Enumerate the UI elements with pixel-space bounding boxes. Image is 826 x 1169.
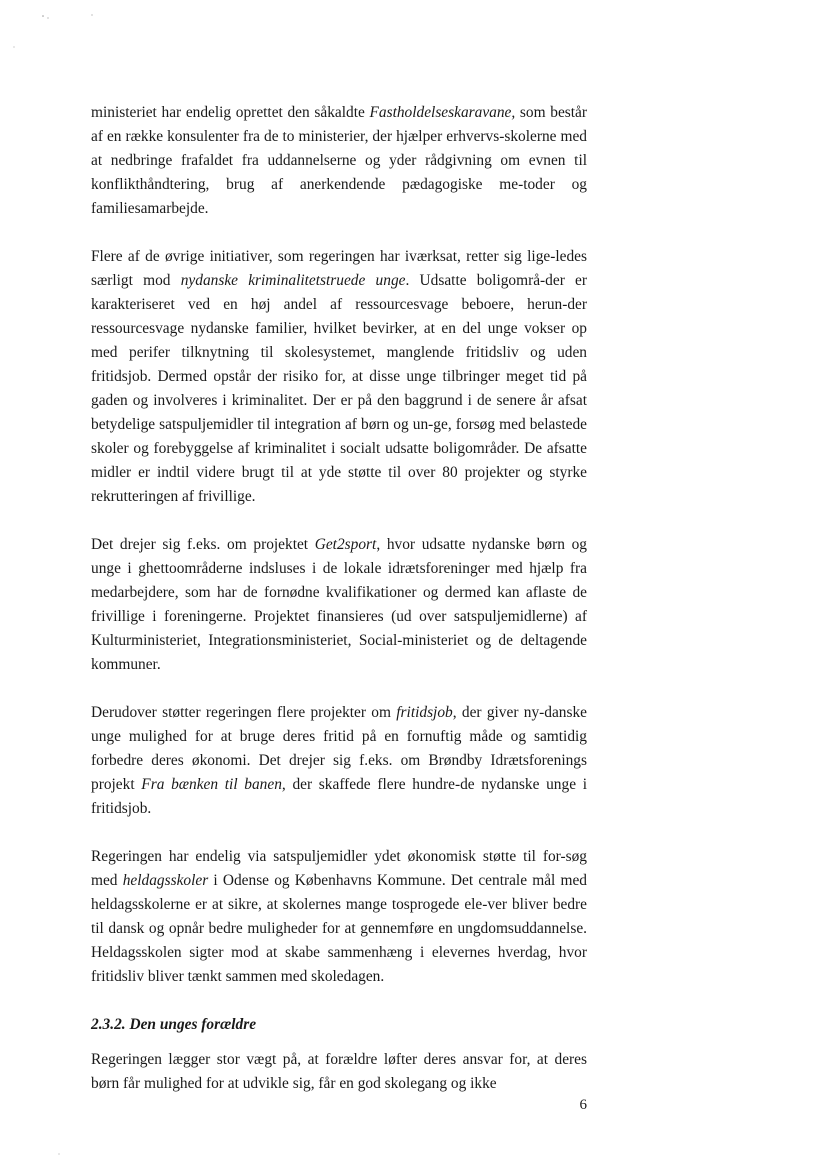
paragraph [91, 533, 587, 677]
text-run: der skaffede flere hundre-de nydanske unge i fritidsjob. [91, 776, 587, 817]
final-paragraph: Regeringen lægger stor vægt på, at forældre løfter deres ansvar for, at deres børn får mulighed for at udvikle sig, får en god skolegang og ikke [91, 1051, 587, 1092]
text-run: Det drejer sig f.eks. om projektet [91, 536, 315, 553]
text-run: som består af en række konsulenter fra de to ministerier, der hjælper erhvervs-skolerne med at nedbringe frafaldet fra uddannelserne og yder rådgivning om evnen til konflikthåndtering, brug af anerkendende pædagogiske me-toder og familiesamarbejde. [91, 104, 588, 217]
text-run: i Odense og Københavns Kommune. Det centrale mål med heldagsskolerne er at sikre, at skolernes mange tosprogede ele-ver bliver bedre til dansk og opnår bedre muligheder for at gennemføre en ungdomsuddannelse. Heldagsskolen sigter mod at skabe sammenhæng i elevernes hverdag, hvor fritidsliv bliver tænkt sammen med skoledagen. [91, 872, 587, 985]
italic-term: Fra bænken til banen, [141, 776, 286, 793]
italic-term: Get2sport [314, 536, 377, 553]
text-run: Regeringen har endelig via satspuljemidler ydet økonomisk støtte til for-søg med [91, 848, 587, 889]
paragraph [91, 701, 587, 821]
text-run: Flere af de øvrige initiativer, som regeringen har iværksat, retter sig lige-ledes særligt mod [91, 248, 587, 289]
paragraph [91, 845, 587, 989]
italic-term: nydanske kriminalitetstruede unge [180, 272, 406, 289]
text-run: ministeriet har endelig oprettet den såkaldte [91, 104, 370, 121]
text-run: , hvor udsatte nydanske børn og unge i ghettoområderne indsluses i de lokale idrætsforeninger med hjælp fra medarbejdere, som har de fornødne kvalifikationer og dermed kan aflaste de frivillige i foreningerne. Projektet finansieres (ud over satspuljemidlerne) af Kulturministeriet, Integrationsministeriet, Social-ministeriet og de deltagende kommuner. [91, 536, 587, 673]
paragraph [91, 245, 587, 509]
page-body [91, 101, 587, 1096]
page-number: 6 [579, 1097, 587, 1113]
paragraph [91, 101, 587, 221]
text-run: , der giver ny-danske unge mulighed for at bruge deres fritid på en fornuftig måde og samtidig forbedre deres økonomi. Det drejer sig f.eks. om Brøndby Idrætsforenings projekt [91, 704, 588, 793]
italic-term: Fastholdelseskaravane, [369, 104, 516, 121]
text-run: . Udsatte boligområ-der er karakteriseret ved en høj andel af ressourcesvage beboere, herun-der ressourcesvage nydanske familier, hvilket bevirker, at en del unge vokser op med perifer tilknytning til skolesystemet, manglende fritidsliv og uden fritidsjob. Dermed opstår der risiko for, at disse unge tilbringer meget tid på gaden og involveres i kriminalitet. Der er på den baggrund i de senere år afsat betydelige satspuljemidler til integration af børn og un-ge, forsøg med belastede skoler og forebyggelse af kriminalitet i socialt udsatte boligområder. De afsatte midler er indtil videre brugt til at yde støtte til over 80 projekter og styrke rekrutteringen af frivillige. [91, 272, 587, 505]
text-run: Derudover støtter regeringen flere projekter om [91, 704, 397, 721]
italic-term: heldagsskoler [122, 872, 209, 889]
section-heading: 2.3.2. Den unges forældre [91, 1016, 257, 1033]
italic-term: fritidsjob [396, 704, 453, 721]
